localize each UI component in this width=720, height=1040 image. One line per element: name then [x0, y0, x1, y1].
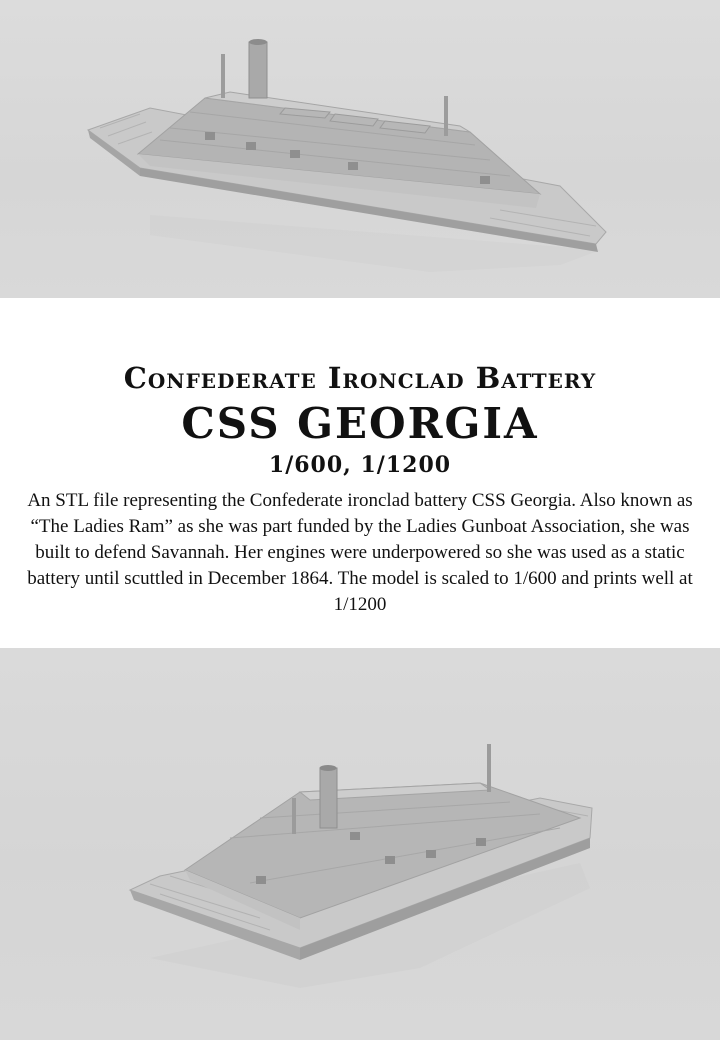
ironclad-model-top-image: [0, 0, 720, 298]
bottom-model-render: [0, 648, 720, 1040]
ironclad-model-bottom-image: [0, 648, 720, 1040]
info-panel: [0, 298, 720, 648]
model-title: CSS GEORGIA: [181, 399, 539, 448]
model-scales: 1/600, 1/1200: [268, 452, 452, 478]
top-model-render: [0, 0, 720, 298]
model-description: An STL file representing the Confederate ironclad battery CSS Georgia. Also known as “The Ladies Ram” as she was part funded by the Ladies Gunboat Association, she was built to defend Savannah. Her engines were underpowered so she was used as a static battery until scuttled in December 1864. The model is scaled to 1/600 and prints well at 1/1200: [27, 490, 693, 615]
model-subtitle: Confederate Ironclad Battery: [123, 361, 597, 395]
